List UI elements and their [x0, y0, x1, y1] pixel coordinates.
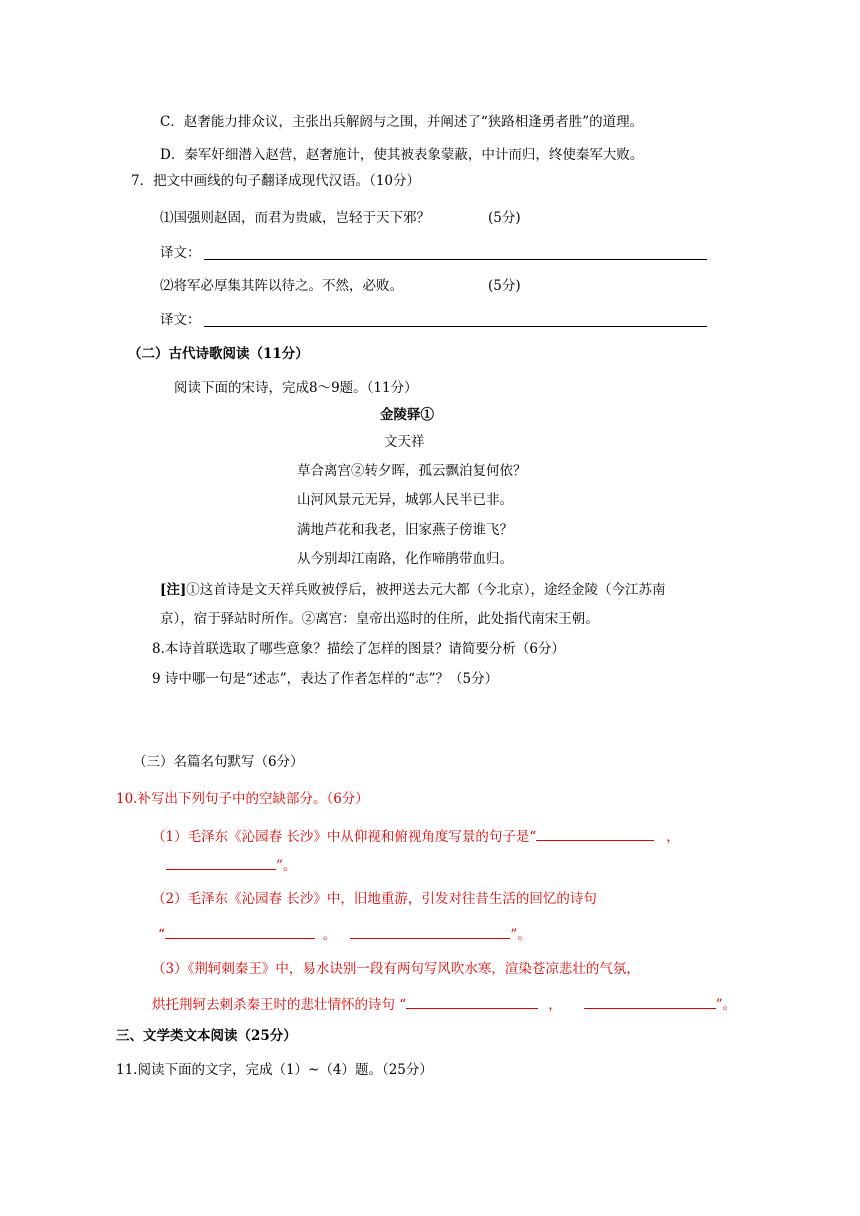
poem-line-3: 满地芦花和我老，旧家燕子傍谁飞？: [297, 522, 513, 538]
q7-sentence-1: ⑴国强则赵固，而君为贵戚，岂轻于天下邪？: [160, 210, 430, 226]
poem-line-4: 从今别却江南路，化作啼鹃带血归。: [297, 551, 513, 567]
item3-end: ”。: [715, 997, 737, 1013]
item1-blank-2[interactable]: [166, 855, 276, 870]
item2-blank-1[interactable]: [165, 924, 315, 939]
q10-prompt: 10.补写出下列句子中的空缺部分。（6分）: [116, 791, 369, 807]
item2-open-quote: “: [158, 927, 165, 943]
part3-heading: 三、文学类文本阅读（25分）: [116, 1028, 297, 1044]
item2-blank-2[interactable]: [350, 924, 510, 939]
translation-blank-2[interactable]: [204, 326, 707, 327]
q10-item2-line1: （2）毛泽东《沁园春 长沙》中，旧地重游，引发对往昔生活的回忆的诗句: [152, 891, 597, 907]
section2-heading: （二）古代诗歌阅读（11分）: [128, 346, 309, 362]
poem-line-2: 山河风景元无异，城郭人民半已非。: [297, 492, 513, 508]
note-text-1: ①这首诗是文天祥兵败被俘后，被押送去元大都（今北京），途经金陵（今江苏南: [186, 582, 666, 598]
poem-note-line-1: [160, 580, 666, 600]
section3-heading: （三）名篇名句默写（6分）: [133, 754, 304, 770]
item3-comma: ，: [548, 997, 562, 1013]
item1-text: （1）毛泽东《沁园春 长沙》中从仰视和俯视角度写景的句子是“: [152, 829, 537, 845]
translation-blank-1[interactable]: [204, 259, 707, 260]
item1-blank-1[interactable]: [536, 826, 654, 841]
item2-period: 。: [322, 927, 337, 943]
q8-prompt: 8.本诗首联选取了哪些意象？描绘了怎样的图景？请简要分析（6分）: [152, 641, 565, 657]
q10-item1-line2: [166, 855, 296, 876]
q10-item3-line2: [152, 994, 736, 1015]
q7-sentence-1-points: (5分): [488, 210, 521, 226]
q10-item2-line2: [158, 924, 531, 945]
q9-prompt: 9 诗中哪一句是“述志”，表达了作者怎样的“志”？（5分）: [152, 671, 499, 687]
q7-prompt: 7．把文中画线的句子翻译成现代汉语。（10分）: [131, 173, 421, 189]
q7-sentence-2-points: (5分): [488, 278, 521, 294]
option-c: C．赵奢能力排众议，主张出兵解阏与之围，并阐述了“狭路相逢勇者胜”的道理。: [160, 114, 644, 130]
item2-end: ”。: [510, 927, 531, 943]
item3-blank-2[interactable]: [584, 994, 716, 1009]
q10-item1-line1: [152, 826, 680, 847]
q11-prompt: 11.阅读下面的文字，完成（1）~（4）题。（25分）: [116, 1062, 433, 1078]
poem-note-line-2: 京），宿于驿站时所作。②离宫：皇帝出巡时的住所，此处指代南宋王朝。: [160, 611, 599, 627]
q7-sentence-2: ⑵将军必厚集其阵以待之。不然，必败。: [160, 278, 403, 294]
poem-line-1: 草合离宫②转夕晖，孤云飘泊复何依？: [297, 463, 527, 479]
translation-label-2: 译文：: [160, 312, 201, 328]
note-label: [注]: [160, 582, 187, 598]
poem-title: 金陵驿①: [380, 407, 434, 423]
poem-intro: 阅读下面的宋诗，完成8～9题。（11分）: [174, 380, 418, 396]
item1-end: ”。: [276, 858, 297, 874]
item3-blank-1[interactable]: [406, 994, 538, 1009]
item1-comma: ，: [666, 829, 680, 845]
poem-author: 文天祥: [384, 434, 425, 450]
q10-item3-line1: （3）《荆轲刺秦王》中，易水诀别一段有两句写风吹水寒，渲染苍凉悲壮的气氛，: [152, 961, 640, 977]
item3-text: 烘托荆轲去刺杀秦王时的悲壮情怀的诗句 “: [152, 997, 407, 1013]
option-d: D．秦军奸细潜入赵营，赵奢施计，使其被表象蒙蔽，中计而归，终使秦军大败。: [160, 147, 644, 163]
translation-label-1: 译文：: [160, 245, 201, 261]
